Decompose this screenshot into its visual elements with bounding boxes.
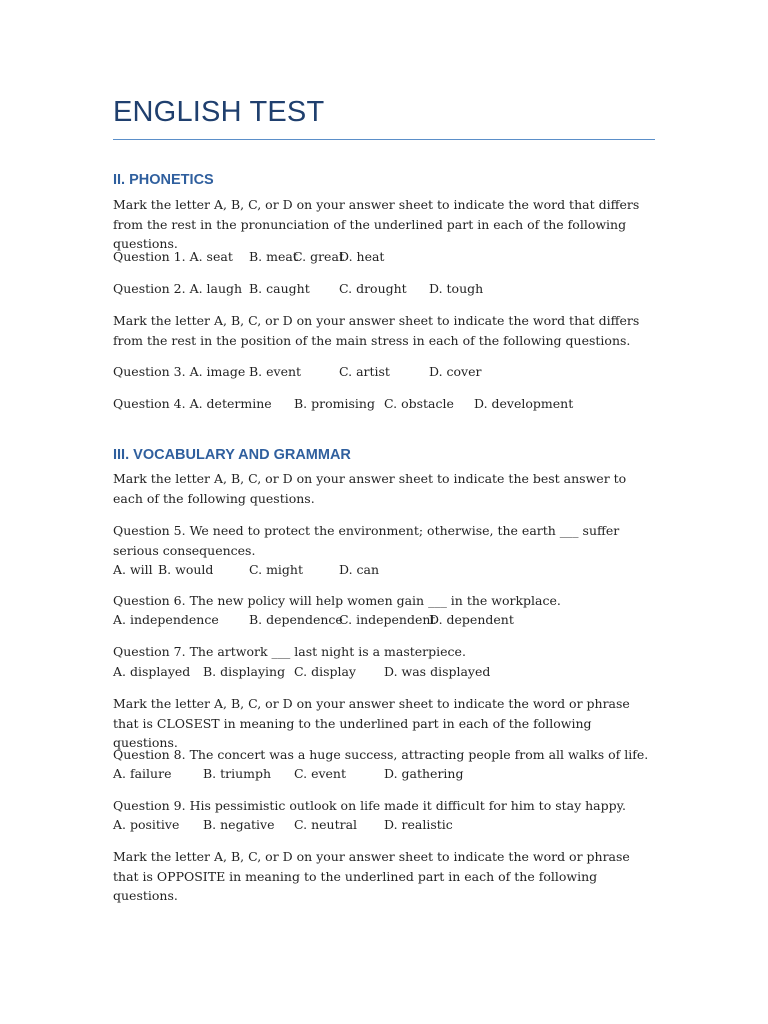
section-heading-phonetics: II. PHONETICS <box>113 172 214 188</box>
question-4-option-b: B. promising <box>294 396 375 411</box>
question-8-options <box>113 764 655 783</box>
question-1-option-d: D. heat <box>339 249 385 264</box>
question-4 <box>113 394 655 413</box>
question-6-option-d: D. dependent <box>429 612 514 627</box>
question-3-option-d: D. cover <box>429 364 482 379</box>
question-5-option-b: B. would <box>158 562 214 577</box>
instruction-stress: Mark the letter A, B, C, or D on your answer sheet to indicate the word that differs from the rest in the position of the main stress in each of the following questions. <box>113 313 640 348</box>
question-1-option-b: B. meat <box>249 249 298 264</box>
question-6-option-c: C. independent <box>339 612 436 627</box>
question-2-option-c: C. drought <box>339 281 407 296</box>
instruction-opposite-meaning: Mark the letter A, B, C, or D on your answer sheet to indicate the word or phrase that is OPPOSITE in meaning to the underlined part in each of the following questions. <box>113 849 630 903</box>
question-9-option-a: A. positive <box>113 817 180 832</box>
question-7-stem: Question 7. The artwork ___ last night is a masterpiece. <box>113 644 466 659</box>
question-8-option-b: B. triumph <box>203 766 272 781</box>
question-4-option-c: C. obstacle <box>384 396 454 411</box>
document-title: ENGLISH TEST <box>113 96 325 128</box>
question-7-options <box>113 662 655 681</box>
question-6-option-b: B. dependence <box>249 612 343 627</box>
section-heading-vocabulary: III. VOCABULARY AND GRAMMAR <box>113 447 351 463</box>
question-5-stem: Question 5. We need to protect the environment; otherwise, the earth ___ suffer serious consequences. <box>113 523 620 558</box>
question-2-option-d: D. tough <box>429 281 484 296</box>
question-1-option-c: C. great <box>293 249 344 264</box>
question-1 <box>113 247 655 266</box>
question-8-stem: Question 8. The concert was a huge success, attracting people from all walks of life. <box>113 747 649 762</box>
question-7-option-d: D. was displayed <box>384 664 491 679</box>
question-9-stem: Question 9. His pessimistic outlook on life made it difficult for him to stay happy. <box>113 798 626 813</box>
instruction-closest-meaning: Mark the letter A, B, C, or D on your answer sheet to indicate the word or phrase that is CLOSEST in meaning to the underlined part in each of the following questions. <box>113 696 630 750</box>
question-5-option-c: C. might <box>249 562 303 577</box>
question-4-stem: Question 4. A. determine <box>113 396 272 411</box>
question-2-stem: Question 2. A. laugh <box>113 281 243 296</box>
question-3-option-c: C. artist <box>339 364 390 379</box>
question-9-option-b: B. negative <box>203 817 275 832</box>
question-3-stem: Question 3. A. image <box>113 364 246 379</box>
question-5-option-a: A. will <box>113 562 153 577</box>
instruction-best-answer: Mark the letter A, B, C, or D on your answer sheet to indicate the best answer to each of the following questions. <box>113 471 627 506</box>
instruction-pronunciation: Mark the letter A, B, C, or D on your answer sheet to indicate the word that differs from the rest in the pronunciation of the underlined part in each of the following questions. <box>113 197 640 251</box>
question-8-option-a: A. failure <box>113 766 172 781</box>
question-6-option-a: A. independence <box>113 612 219 627</box>
question-3-option-b: B. event <box>249 364 302 379</box>
question-6-options <box>113 610 655 629</box>
question-7-option-c: C. display <box>294 664 356 679</box>
question-2 <box>113 279 655 298</box>
title-divider <box>113 139 655 140</box>
question-4-option-d: D. development <box>474 396 574 411</box>
question-9-option-c: C. neutral <box>294 817 358 832</box>
question-9-option-d: D. realistic <box>384 817 453 832</box>
question-6-stem: Question 6. The new policy will help women gain ___ in the workplace. <box>113 593 561 608</box>
question-2-option-b: B. caught <box>249 281 310 296</box>
question-7-option-a: A. displayed <box>113 664 191 679</box>
question-5-option-d: D. can <box>339 562 380 577</box>
question-7-option-b: B. displaying <box>203 664 286 679</box>
question-1-stem: Question 1. A. seat <box>113 249 233 264</box>
question-5-options <box>113 560 655 579</box>
question-9-options <box>113 815 655 834</box>
question-3 <box>113 362 655 381</box>
question-8-option-c: C. event <box>294 766 346 781</box>
question-8-option-d: D. gathering <box>384 766 464 781</box>
